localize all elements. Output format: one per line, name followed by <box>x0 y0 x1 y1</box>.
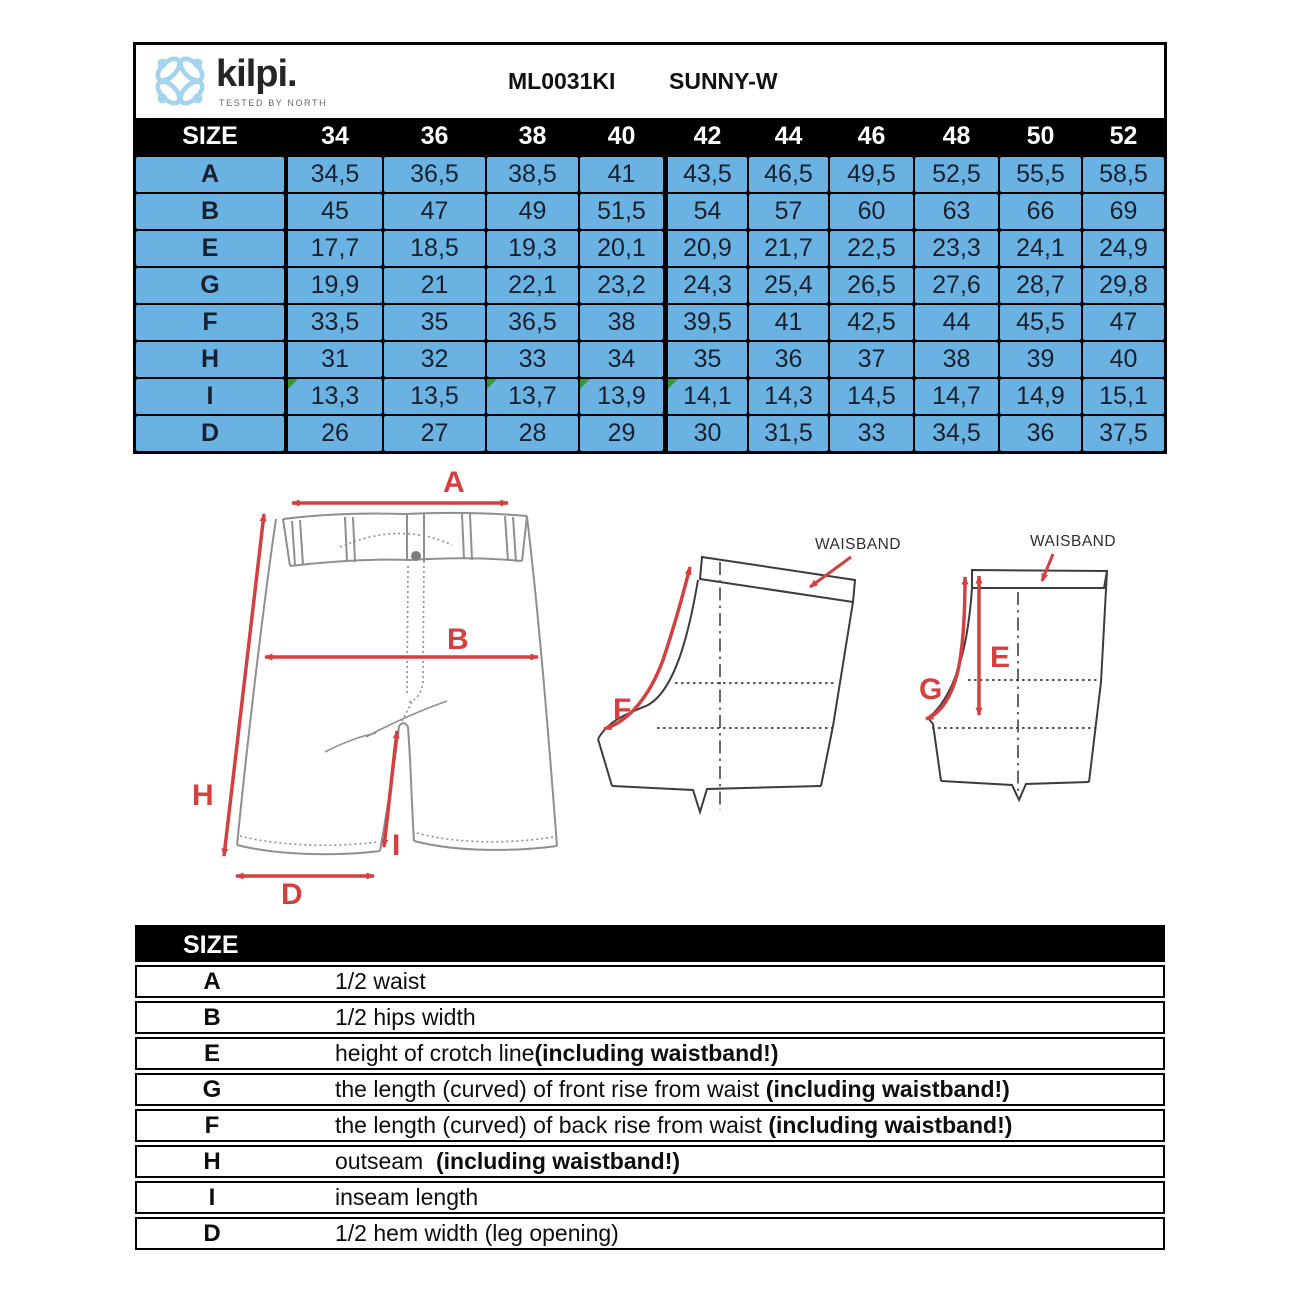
row-label: E <box>136 231 284 266</box>
size-cell: 37 <box>830 342 913 377</box>
size-cell: 22,5 <box>830 231 913 266</box>
size-cell: 38 <box>580 305 663 340</box>
legend-row <box>135 1109 1165 1142</box>
legend-text-bold: (including waistband!) <box>768 1112 1013 1138</box>
table-row <box>136 342 1164 377</box>
size-header-cell: 42 <box>665 118 747 155</box>
size-cell: 35 <box>665 342 747 377</box>
size-cell: 47 <box>1083 305 1164 340</box>
size-cell: 34 <box>580 342 663 377</box>
size-header-cell: SIZE <box>136 118 284 155</box>
legend-text: the length (curved) of front rise from waist <box>335 1076 766 1102</box>
size-cell: 38 <box>915 342 998 377</box>
size-cell: 27,6 <box>915 268 998 303</box>
table-row <box>136 157 1164 192</box>
size-header-cell: 34 <box>286 118 382 155</box>
measure-label-e: E <box>990 641 1011 674</box>
table-row <box>136 231 1164 266</box>
measure-label-f: F <box>613 693 632 726</box>
size-table-grid <box>136 118 1164 451</box>
size-cell: 52,5 <box>915 157 998 192</box>
legend-letter: F <box>204 1111 220 1139</box>
size-cell: 23,3 <box>915 231 998 266</box>
size-cell: 45 <box>286 194 382 229</box>
row-label: B <box>136 194 284 229</box>
measure-label-g: G <box>919 673 943 706</box>
size-cell: 39,5 <box>665 305 747 340</box>
legend-letter: I <box>208 1183 216 1211</box>
legend-text: the length (curved) of back rise from waist <box>335 1112 769 1138</box>
product-code: ML0031KI <box>508 68 616 94</box>
size-header-cell: 36 <box>384 118 485 155</box>
size-cell: 58,5 <box>1083 157 1164 192</box>
legend-text: 1/2 hips width <box>335 1004 476 1030</box>
legend-letter: H <box>203 1147 221 1175</box>
row-label: A <box>136 157 284 192</box>
size-cell: 36,5 <box>487 305 578 340</box>
legend-letter: B <box>203 1003 221 1031</box>
size-cell: 41 <box>580 157 663 192</box>
size-cell: 39 <box>1000 342 1081 377</box>
brand-logo-text: kilpi. <box>216 53 297 95</box>
size-cell: 44 <box>915 305 998 340</box>
size-header-cell: 44 <box>749 118 828 155</box>
size-header-cell: 46 <box>830 118 913 155</box>
size-cell: 24,3 <box>665 268 747 303</box>
size-cell: 14,3 <box>749 379 828 414</box>
size-cell: 55,5 <box>1000 157 1081 192</box>
size-header-cell: 50 <box>1000 118 1081 155</box>
kilpi-knot-icon <box>150 51 210 111</box>
legend-text: height of crotch line <box>335 1040 535 1066</box>
table-row <box>136 268 1164 303</box>
size-cell: 36,5 <box>384 157 485 192</box>
size-cell: 19,3 <box>487 231 578 266</box>
size-table-header-row <box>136 118 1164 155</box>
brand-tagline: TESTED BY NORTH <box>219 98 328 108</box>
size-cell-with-marker: 14,1 <box>665 379 747 414</box>
size-cell: 69 <box>1083 194 1164 229</box>
size-cell: 23,2 <box>580 268 663 303</box>
size-cell: 25,4 <box>749 268 828 303</box>
legend-letter: E <box>203 1039 220 1067</box>
table-row <box>136 379 1164 414</box>
legend-letter: G <box>202 1075 222 1103</box>
product-name: SUNNY-W <box>669 68 778 94</box>
size-table <box>133 42 1167 454</box>
table-row <box>136 305 1164 340</box>
size-cell: 29 <box>580 416 663 451</box>
row-label: F <box>136 305 284 340</box>
size-cell: 14,9 <box>1000 379 1081 414</box>
legend-row <box>135 1217 1165 1250</box>
size-cell: 24,1 <box>1000 231 1081 266</box>
back-pattern-piece-drawing <box>598 557 855 812</box>
measure-label-h: H <box>192 779 214 812</box>
measurement-diagrams <box>0 455 1300 930</box>
size-header-cell: 38 <box>487 118 578 155</box>
legend-row <box>135 1001 1165 1034</box>
size-cell: 34,5 <box>286 157 382 192</box>
shorts-front-view-drawing <box>237 513 557 854</box>
size-cell: 26,5 <box>830 268 913 303</box>
measure-label-d: D <box>281 878 303 911</box>
size-header-cell: 52 <box>1083 118 1164 155</box>
legend-text-bold: (including waistband!) <box>436 1148 681 1174</box>
size-cell: 17,7 <box>286 231 382 266</box>
legend-row <box>135 965 1165 998</box>
size-cell: 14,5 <box>830 379 913 414</box>
waistband-label-front: WAISBAND <box>1029 533 1117 550</box>
size-cell: 20,1 <box>580 231 663 266</box>
size-cell: 22,1 <box>487 268 578 303</box>
size-cell: 31 <box>286 342 382 377</box>
size-cell: 33,5 <box>286 305 382 340</box>
size-cell: 45,5 <box>1000 305 1081 340</box>
size-cell: 32 <box>384 342 485 377</box>
size-cell: 19,9 <box>286 268 382 303</box>
size-cell: 14,7 <box>915 379 998 414</box>
waistband-pointer-front <box>1042 554 1053 581</box>
size-cell: 18,5 <box>384 231 485 266</box>
size-cell: 21 <box>384 268 485 303</box>
size-cell: 60 <box>830 194 913 229</box>
size-cell: 57 <box>749 194 828 229</box>
size-cell: 13,5 <box>384 379 485 414</box>
measure-label-a: A <box>443 466 465 499</box>
legend-text: 1/2 waist <box>335 968 426 994</box>
size-cell: 42,5 <box>830 305 913 340</box>
size-cell-with-marker: 13,9 <box>580 379 663 414</box>
size-cell: 33 <box>487 342 578 377</box>
waistband-pointer-back <box>810 557 851 587</box>
size-cell: 26 <box>286 416 382 451</box>
size-cell: 40 <box>1083 342 1164 377</box>
legend-letter: D <box>203 1219 221 1247</box>
measure-label-b: B <box>447 623 469 656</box>
waistband-label-back: WAISBAND <box>814 536 902 553</box>
legend-table <box>135 925 1165 1250</box>
row-label: I <box>136 379 284 414</box>
legend-row <box>135 1073 1165 1106</box>
legend-row <box>135 1037 1165 1070</box>
size-cell: 54 <box>665 194 747 229</box>
legend-text: 1/2 hem width (leg opening) <box>335 1220 619 1246</box>
size-cell: 31,5 <box>749 416 828 451</box>
size-cell: 36 <box>749 342 828 377</box>
size-header-cell: 40 <box>580 118 663 155</box>
legend-text-bold: (including waistband!) <box>534 1040 779 1066</box>
size-cell-with-marker: 13,3 <box>286 379 382 414</box>
row-label: G <box>136 268 284 303</box>
size-cell: 21,7 <box>749 231 828 266</box>
legend-header: SIZE <box>135 925 1165 962</box>
size-cell: 36 <box>1000 416 1081 451</box>
legend-text: outseam <box>335 1148 436 1174</box>
size-cell: 34,5 <box>915 416 998 451</box>
size-cell: 20,9 <box>665 231 747 266</box>
legend-text: inseam length <box>335 1184 479 1210</box>
size-cell: 49 <box>487 194 578 229</box>
size-cell: 28,7 <box>1000 268 1081 303</box>
size-cell: 47 <box>384 194 485 229</box>
size-cell: 28 <box>487 416 578 451</box>
size-cell: 15,1 <box>1083 379 1164 414</box>
size-cell-with-marker: 13,7 <box>487 379 578 414</box>
size-cell: 51,5 <box>580 194 663 229</box>
size-cell: 66 <box>1000 194 1081 229</box>
size-cell: 35 <box>384 305 485 340</box>
size-cell: 24,9 <box>1083 231 1164 266</box>
measure-label-i: I <box>392 829 401 862</box>
size-cell: 27 <box>384 416 485 451</box>
legend-text-bold: (including waistband!) <box>765 1076 1010 1102</box>
size-cell: 43,5 <box>665 157 747 192</box>
size-cell: 49,5 <box>830 157 913 192</box>
size-cell: 29,8 <box>1083 268 1164 303</box>
legend-letter: A <box>203 967 221 995</box>
size-cell: 38,5 <box>487 157 578 192</box>
size-cell: 63 <box>915 194 998 229</box>
size-cell: 30 <box>665 416 747 451</box>
table-row <box>136 194 1164 229</box>
table-title-row <box>136 45 1164 118</box>
legend-row <box>135 1181 1165 1214</box>
size-cell: 37,5 <box>1083 416 1164 451</box>
size-header-cell: 48 <box>915 118 998 155</box>
table-row <box>136 416 1164 451</box>
size-cell: 41 <box>749 305 828 340</box>
legend-row <box>135 1145 1165 1178</box>
size-cell: 46,5 <box>749 157 828 192</box>
size-cell: 33 <box>830 416 913 451</box>
row-label: D <box>136 416 284 451</box>
row-label: H <box>136 342 284 377</box>
